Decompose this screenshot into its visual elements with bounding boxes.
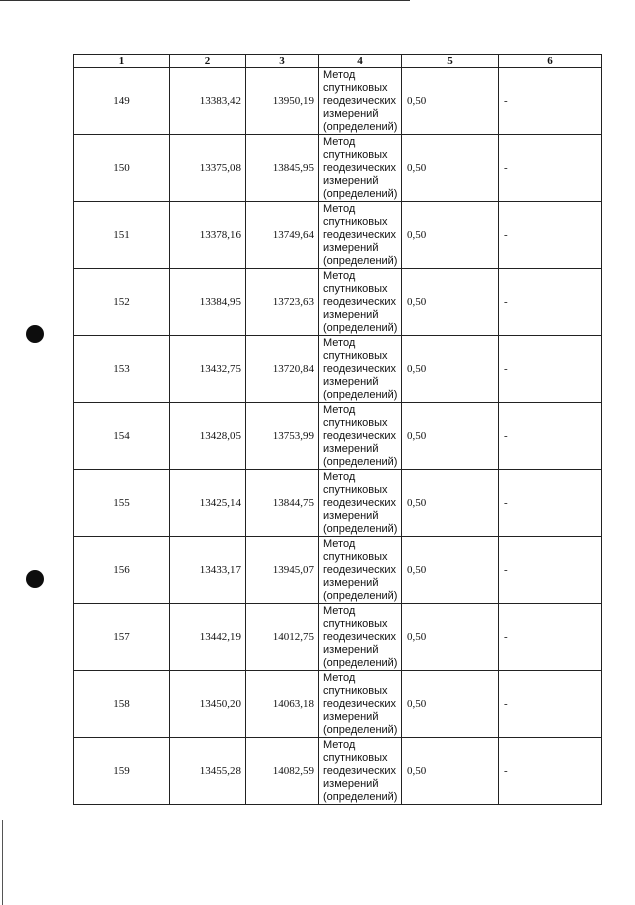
- point-number-cell: 151: [74, 202, 170, 269]
- note-cell: -: [499, 135, 602, 202]
- method-line: геодезических: [323, 229, 397, 241]
- method-line: геодезических: [323, 497, 397, 509]
- method-line: Метод: [323, 337, 356, 349]
- method-line: (определений): [323, 121, 398, 133]
- method-line: геодезических: [323, 430, 397, 442]
- method-line: Метод: [323, 538, 356, 550]
- method-line: (определений): [323, 255, 398, 267]
- x-coordinate-cell: 13375,08: [170, 135, 246, 202]
- table-row: [74, 604, 602, 671]
- method-line: геодезических: [323, 698, 397, 710]
- method-line: измерений: [323, 309, 379, 321]
- method-cell: [319, 269, 402, 336]
- y-coordinate-cell: 13945,07: [246, 537, 319, 604]
- note-cell: -: [499, 738, 602, 805]
- method-line: измерений: [323, 242, 379, 254]
- y-coordinate-cell: 14012,75: [246, 604, 319, 671]
- x-coordinate-cell: 13425,14: [170, 470, 246, 537]
- x-coordinate-cell: 13433,17: [170, 537, 246, 604]
- x-coordinate-cell: 13378,16: [170, 202, 246, 269]
- accuracy-cell: 0,50: [402, 738, 499, 805]
- method-line: спутниковых: [323, 216, 388, 228]
- note-cell: -: [499, 537, 602, 604]
- y-coordinate-cell: 14063,18: [246, 671, 319, 738]
- method-cell: [319, 470, 402, 537]
- method-cell: [319, 403, 402, 470]
- method-line: геодезических: [323, 564, 397, 576]
- method-line: геодезических: [323, 765, 397, 777]
- method-line: (определений): [323, 724, 398, 736]
- method-line: геодезических: [323, 296, 397, 308]
- method-cell: [319, 336, 402, 403]
- table-row: [74, 336, 602, 403]
- header-cell-1: 1: [74, 55, 170, 68]
- method-line: спутниковых: [323, 484, 388, 496]
- method-cell: [319, 604, 402, 671]
- method-line: измерений: [323, 443, 379, 455]
- note-cell: -: [499, 671, 602, 738]
- method-line: измерений: [323, 510, 379, 522]
- method-cell: [319, 537, 402, 604]
- table-header-row: [74, 55, 602, 68]
- method-line: геодезических: [323, 363, 397, 375]
- method-line: Метод: [323, 404, 356, 416]
- method-line: спутниковых: [323, 350, 388, 362]
- table-row: [74, 269, 602, 336]
- table-row: [74, 403, 602, 470]
- table-row: [74, 135, 602, 202]
- x-coordinate-cell: 13455,28: [170, 738, 246, 805]
- accuracy-cell: 0,50: [402, 671, 499, 738]
- y-coordinate-cell: 13753,99: [246, 403, 319, 470]
- method-line: (определений): [323, 657, 398, 669]
- point-number-cell: 158: [74, 671, 170, 738]
- method-line: (определений): [323, 791, 398, 803]
- table-row: [74, 671, 602, 738]
- table-row: [74, 470, 602, 537]
- accuracy-cell: 0,50: [402, 135, 499, 202]
- y-coordinate-cell: 13844,75: [246, 470, 319, 537]
- header-cell-6: 6: [499, 55, 602, 68]
- method-line: (определений): [323, 389, 398, 401]
- method-line: геодезических: [323, 162, 397, 174]
- method-line: спутниковых: [323, 551, 388, 563]
- method-line: Метод: [323, 672, 356, 684]
- method-line: Метод: [323, 136, 356, 148]
- method-line: спутниковых: [323, 618, 388, 630]
- point-number-cell: 157: [74, 604, 170, 671]
- point-number-cell: 149: [74, 68, 170, 135]
- x-coordinate-cell: 13383,42: [170, 68, 246, 135]
- method-cell: [319, 202, 402, 269]
- note-cell: -: [499, 202, 602, 269]
- coordinates-table: [73, 54, 602, 805]
- method-line: измерений: [323, 376, 379, 388]
- method-line: Метод: [323, 605, 356, 617]
- page-left-edge: [2, 820, 3, 905]
- accuracy-cell: 0,50: [402, 269, 499, 336]
- point-number-cell: 152: [74, 269, 170, 336]
- method-line: измерений: [323, 108, 379, 120]
- header-cell-3: 3: [246, 55, 319, 68]
- header-cell-4: 4: [319, 55, 402, 68]
- table-row: [74, 68, 602, 135]
- y-coordinate-cell: 13950,19: [246, 68, 319, 135]
- x-coordinate-cell: 13384,95: [170, 269, 246, 336]
- method-cell: [319, 738, 402, 805]
- y-coordinate-cell: 13723,63: [246, 269, 319, 336]
- method-line: геодезических: [323, 95, 397, 107]
- x-coordinate-cell: 13428,05: [170, 403, 246, 470]
- note-cell: -: [499, 68, 602, 135]
- x-coordinate-cell: 13450,20: [170, 671, 246, 738]
- method-line: Метод: [323, 69, 356, 81]
- method-line: Метод: [323, 270, 356, 282]
- method-line: геодезических: [323, 631, 397, 643]
- method-line: (определений): [323, 456, 398, 468]
- method-line: спутниковых: [323, 417, 388, 429]
- y-coordinate-cell: 13720,84: [246, 336, 319, 403]
- header-cell-2: 2: [170, 55, 246, 68]
- point-number-cell: 156: [74, 537, 170, 604]
- method-line: измерений: [323, 711, 379, 723]
- method-line: спутниковых: [323, 283, 388, 295]
- method-line: измерений: [323, 778, 379, 790]
- method-cell: [319, 671, 402, 738]
- note-cell: -: [499, 604, 602, 671]
- accuracy-cell: 0,50: [402, 336, 499, 403]
- accuracy-cell: 0,50: [402, 202, 499, 269]
- x-coordinate-cell: 13442,19: [170, 604, 246, 671]
- method-line: Метод: [323, 203, 356, 215]
- table-body: [74, 68, 602, 805]
- x-coordinate-cell: 13432,75: [170, 336, 246, 403]
- table-row: [74, 537, 602, 604]
- method-line: (определений): [323, 188, 398, 200]
- method-line: (определений): [323, 523, 398, 535]
- method-cell: [319, 135, 402, 202]
- punch-hole-top: [26, 325, 44, 343]
- note-cell: -: [499, 403, 602, 470]
- method-line: Метод: [323, 471, 356, 483]
- page-top-border: [0, 0, 410, 1]
- note-cell: -: [499, 336, 602, 403]
- method-cell: [319, 68, 402, 135]
- point-number-cell: 150: [74, 135, 170, 202]
- method-line: Метод: [323, 739, 356, 751]
- method-line: измерений: [323, 175, 379, 187]
- accuracy-cell: 0,50: [402, 537, 499, 604]
- method-line: измерений: [323, 577, 379, 589]
- point-number-cell: 153: [74, 336, 170, 403]
- accuracy-cell: 0,50: [402, 68, 499, 135]
- y-coordinate-cell: 13749,64: [246, 202, 319, 269]
- method-line: (определений): [323, 322, 398, 334]
- accuracy-cell: 0,50: [402, 403, 499, 470]
- accuracy-cell: 0,50: [402, 604, 499, 671]
- method-line: (определений): [323, 590, 398, 602]
- method-line: спутниковых: [323, 752, 388, 764]
- point-number-cell: 154: [74, 403, 170, 470]
- note-cell: -: [499, 269, 602, 336]
- method-line: спутниковых: [323, 149, 388, 161]
- point-number-cell: 155: [74, 470, 170, 537]
- note-cell: -: [499, 470, 602, 537]
- y-coordinate-cell: 14082,59: [246, 738, 319, 805]
- table-row: [74, 202, 602, 269]
- table-row: [74, 738, 602, 805]
- header-cell-5: 5: [402, 55, 499, 68]
- accuracy-cell: 0,50: [402, 470, 499, 537]
- method-line: спутниковых: [323, 685, 388, 697]
- y-coordinate-cell: 13845,95: [246, 135, 319, 202]
- method-line: спутниковых: [323, 82, 388, 94]
- punch-hole-bottom: [26, 570, 44, 588]
- method-line: измерений: [323, 644, 379, 656]
- point-number-cell: 159: [74, 738, 170, 805]
